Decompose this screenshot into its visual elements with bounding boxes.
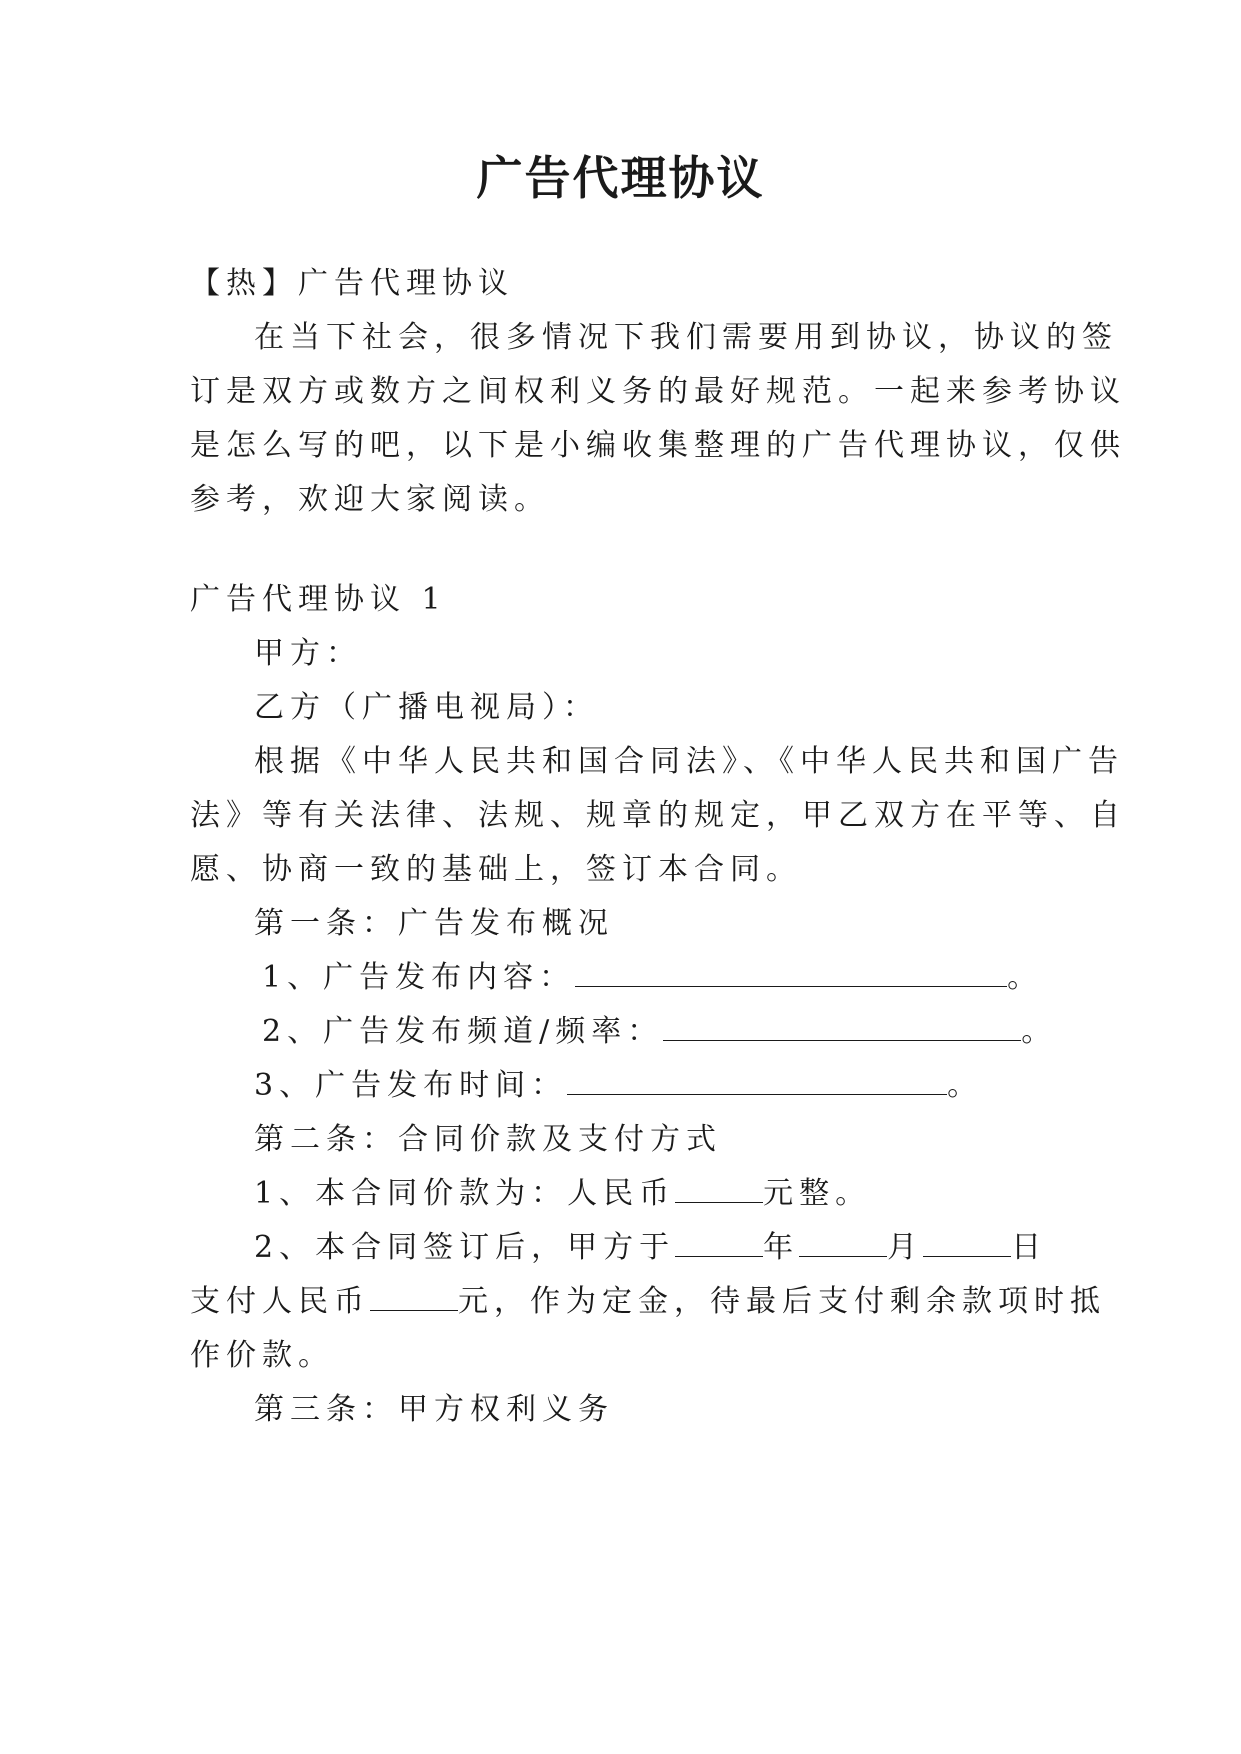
fill-blank: [799, 1228, 887, 1257]
year-label: 年: [763, 1230, 800, 1265]
article1-item1: [262, 958, 1043, 998]
article2-item1-suffix: 元整。: [763, 1176, 872, 1211]
article1-item3-label: 3、广告发布时间：: [254, 1068, 568, 1103]
fill-blank: [675, 1228, 763, 1257]
article1-item3: [254, 1066, 983, 1106]
period: 。: [1007, 960, 1044, 995]
article1-item2: [262, 1012, 1057, 1052]
article2-item2-line2-suffix: 元，作为定金，待最后支付剩余款项时抵: [458, 1284, 1106, 1319]
article2-heading: 第二条：合同价款及支付方式: [254, 1122, 722, 1157]
article2-item1-prefix: 1、本合同价款为：人民币: [254, 1176, 676, 1211]
party-a: 甲方：: [254, 636, 362, 671]
article2-item2: [254, 1228, 1047, 1268]
party-b: 乙方（广播电视局）：: [254, 690, 599, 725]
fill-blank: [370, 1282, 458, 1311]
article1-item1-label: 1、广告发布内容：: [262, 960, 576, 995]
fill-blank: [923, 1228, 1011, 1257]
article2-item2-line2-prefix: 支付人民币: [190, 1284, 370, 1319]
fill-blank: [575, 958, 1007, 987]
intro-line-4: 参考，欢迎大家阅读。: [190, 482, 550, 517]
article2-item2-line2: [190, 1282, 1106, 1322]
intro-line-2: 订是双方或数方之间权利义务的最好规范。一起来参考协议: [190, 374, 1126, 409]
period: 。: [947, 1068, 984, 1103]
day-label: 日: [1011, 1230, 1048, 1265]
fill-blank: [567, 1066, 947, 1095]
month-label: 月: [887, 1230, 924, 1265]
article3-heading: 第三条：甲方权利义务: [254, 1392, 614, 1427]
intro-line-3: 是怎么写的吧，以下是小编收集整理的广告代理协议，仅供: [190, 428, 1126, 463]
intro-line-1: 在当下社会，很多情况下我们需要用到协议，协议的签: [254, 320, 1118, 355]
fill-blank: [675, 1174, 763, 1203]
document-title: 广告代理协议: [476, 151, 765, 205]
article2-item2-prefix: 2、本合同签订后，甲方于: [254, 1230, 676, 1265]
document-subtitle: 【热】广告代理协议: [190, 266, 514, 301]
period: 。: [1021, 1014, 1058, 1049]
basis-line-3: 愿、协商一致的基础上，签订本合同。: [190, 852, 802, 887]
article2-item2-line3: 作价款。: [190, 1338, 334, 1373]
article2-item1: [254, 1174, 871, 1214]
fill-blank: [663, 1012, 1021, 1041]
basis-line-2: 法》等有关法律、法规、规章的规定，甲乙双方在平等、自: [190, 798, 1126, 833]
basis-line-1: 根据《中华人民共和国合同法》、《中华人民共和国广告: [254, 744, 1124, 779]
article1-heading: 第一条：广告发布概况: [254, 906, 614, 941]
section-title: 广告代理协议 1: [190, 582, 447, 617]
article1-item2-label: 2、广告发布频道/频率：: [262, 1014, 664, 1049]
